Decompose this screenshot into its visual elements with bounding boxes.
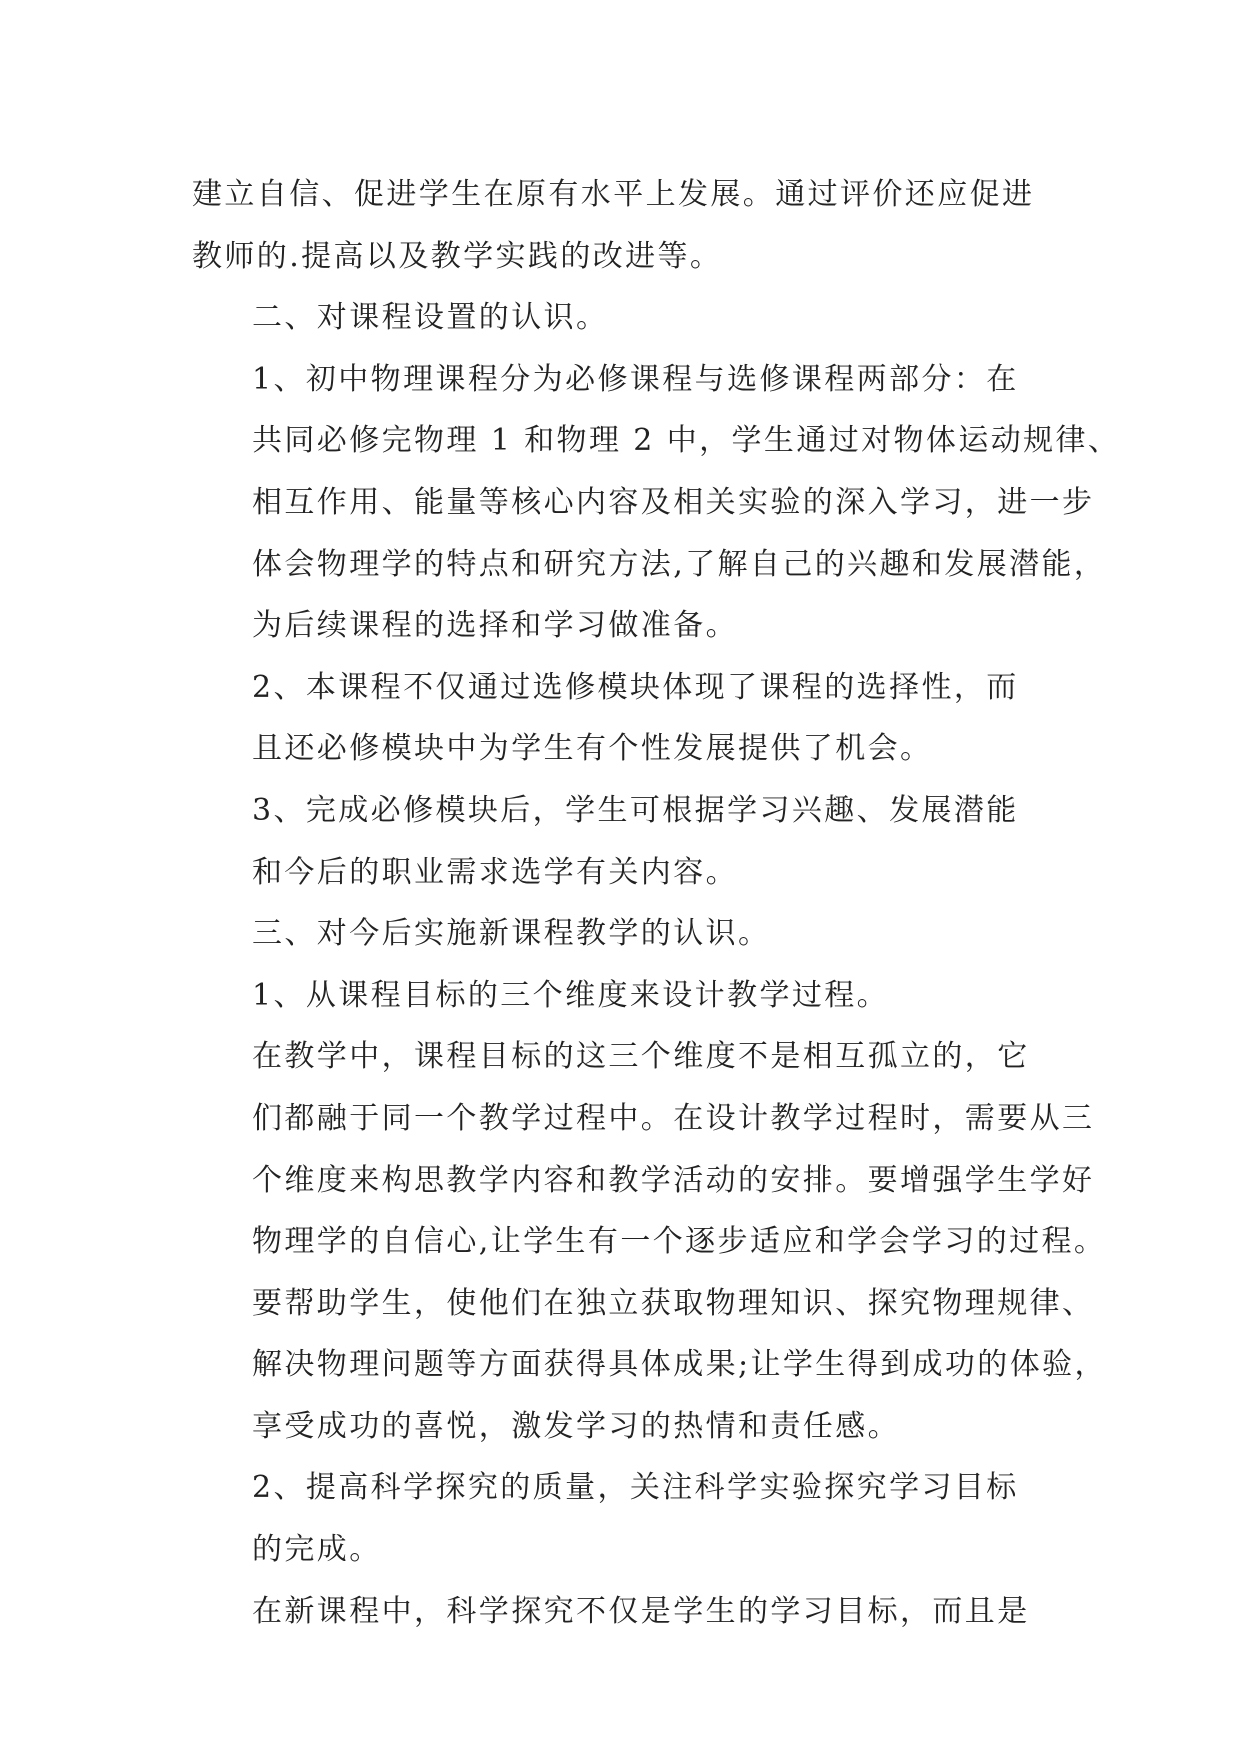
document-body bbox=[192, 164, 1121, 1642]
text-line: 3、完成必修模块后，学生可根据学习兴趣、发展潜能 bbox=[252, 792, 1019, 828]
paragraph bbox=[192, 965, 1052, 1027]
text-line: 且还必修模块中为学生有个性发展提供了机会。 bbox=[252, 731, 933, 767]
text-line: 建立自信、促进学生在原有水平上发展。通过评价还应促进 bbox=[192, 177, 1035, 212]
paragraph bbox=[192, 657, 1052, 780]
text-line: 要帮助学生，使他们在独立获取物理知识、探究物理规律、 bbox=[252, 1285, 1095, 1321]
text-line: 解决物理问题等方面获得具体成果;让学生得到成功的体验， bbox=[252, 1347, 1107, 1383]
text-line: 二、对课程设置的认识。 bbox=[252, 300, 609, 336]
text-line: 物理学的自信心,让学生有一个逐步适应和学会学习的过程。 bbox=[252, 1224, 1107, 1260]
paragraph bbox=[192, 164, 1052, 287]
text-line: 1、从课程目标的三个维度来设计教学过程。 bbox=[252, 977, 890, 1013]
text-line: 教师的.提高以及教学实践的改进等。 bbox=[192, 238, 723, 274]
text-line: 1、初中物理课程分为必修课程与选修课程两部分：在 bbox=[252, 361, 1019, 397]
text-line: 享受成功的喜悦，激发学习的热情和责任感。 bbox=[252, 1408, 900, 1444]
paragraph bbox=[192, 349, 1121, 657]
text-line: 共同必修完物理 1 和物理 2 中，学生通过对物体运动规律、 bbox=[252, 423, 1121, 459]
text-line: 三、对今后实施新课程教学的认识。 bbox=[252, 916, 771, 952]
text-line: 相互作用、能量等核心内容及相关实验的深入学习，进一步 bbox=[252, 484, 1095, 520]
paragraph bbox=[192, 1457, 1052, 1580]
paragraph bbox=[192, 1581, 1052, 1643]
text-line: 2、本课程不仅通过选修模块体现了课程的选择性，而 bbox=[252, 669, 1019, 705]
text-line: 在教学中，课程目标的这三个维度不是相互孤立的，它 bbox=[252, 1039, 1030, 1075]
text-line: 们都融于同一个教学过程中。在设计教学过程时，需要从三 bbox=[252, 1100, 1095, 1136]
paragraph bbox=[192, 780, 1052, 903]
paragraph bbox=[192, 1026, 1107, 1457]
text-line: 和今后的职业需求选学有关内容。 bbox=[252, 854, 738, 890]
text-line: 在新课程中，科学探究不仅是学生的学习目标，而且是 bbox=[252, 1593, 1030, 1629]
text-line: 体会物理学的特点和研究方法,了解自己的兴趣和发展潜能， bbox=[252, 546, 1107, 582]
text-line: 个维度来构思教学内容和教学活动的安排。要增强学生学好 bbox=[252, 1162, 1095, 1198]
paragraph bbox=[192, 903, 1052, 965]
text-line: 2、提高科学探究的质量，关注科学实验探究学习目标 bbox=[252, 1470, 1019, 1506]
text-line: 为后续课程的选择和学习做准备。 bbox=[252, 608, 738, 644]
paragraph bbox=[192, 287, 1052, 349]
text-line: 的完成。 bbox=[252, 1532, 382, 1568]
